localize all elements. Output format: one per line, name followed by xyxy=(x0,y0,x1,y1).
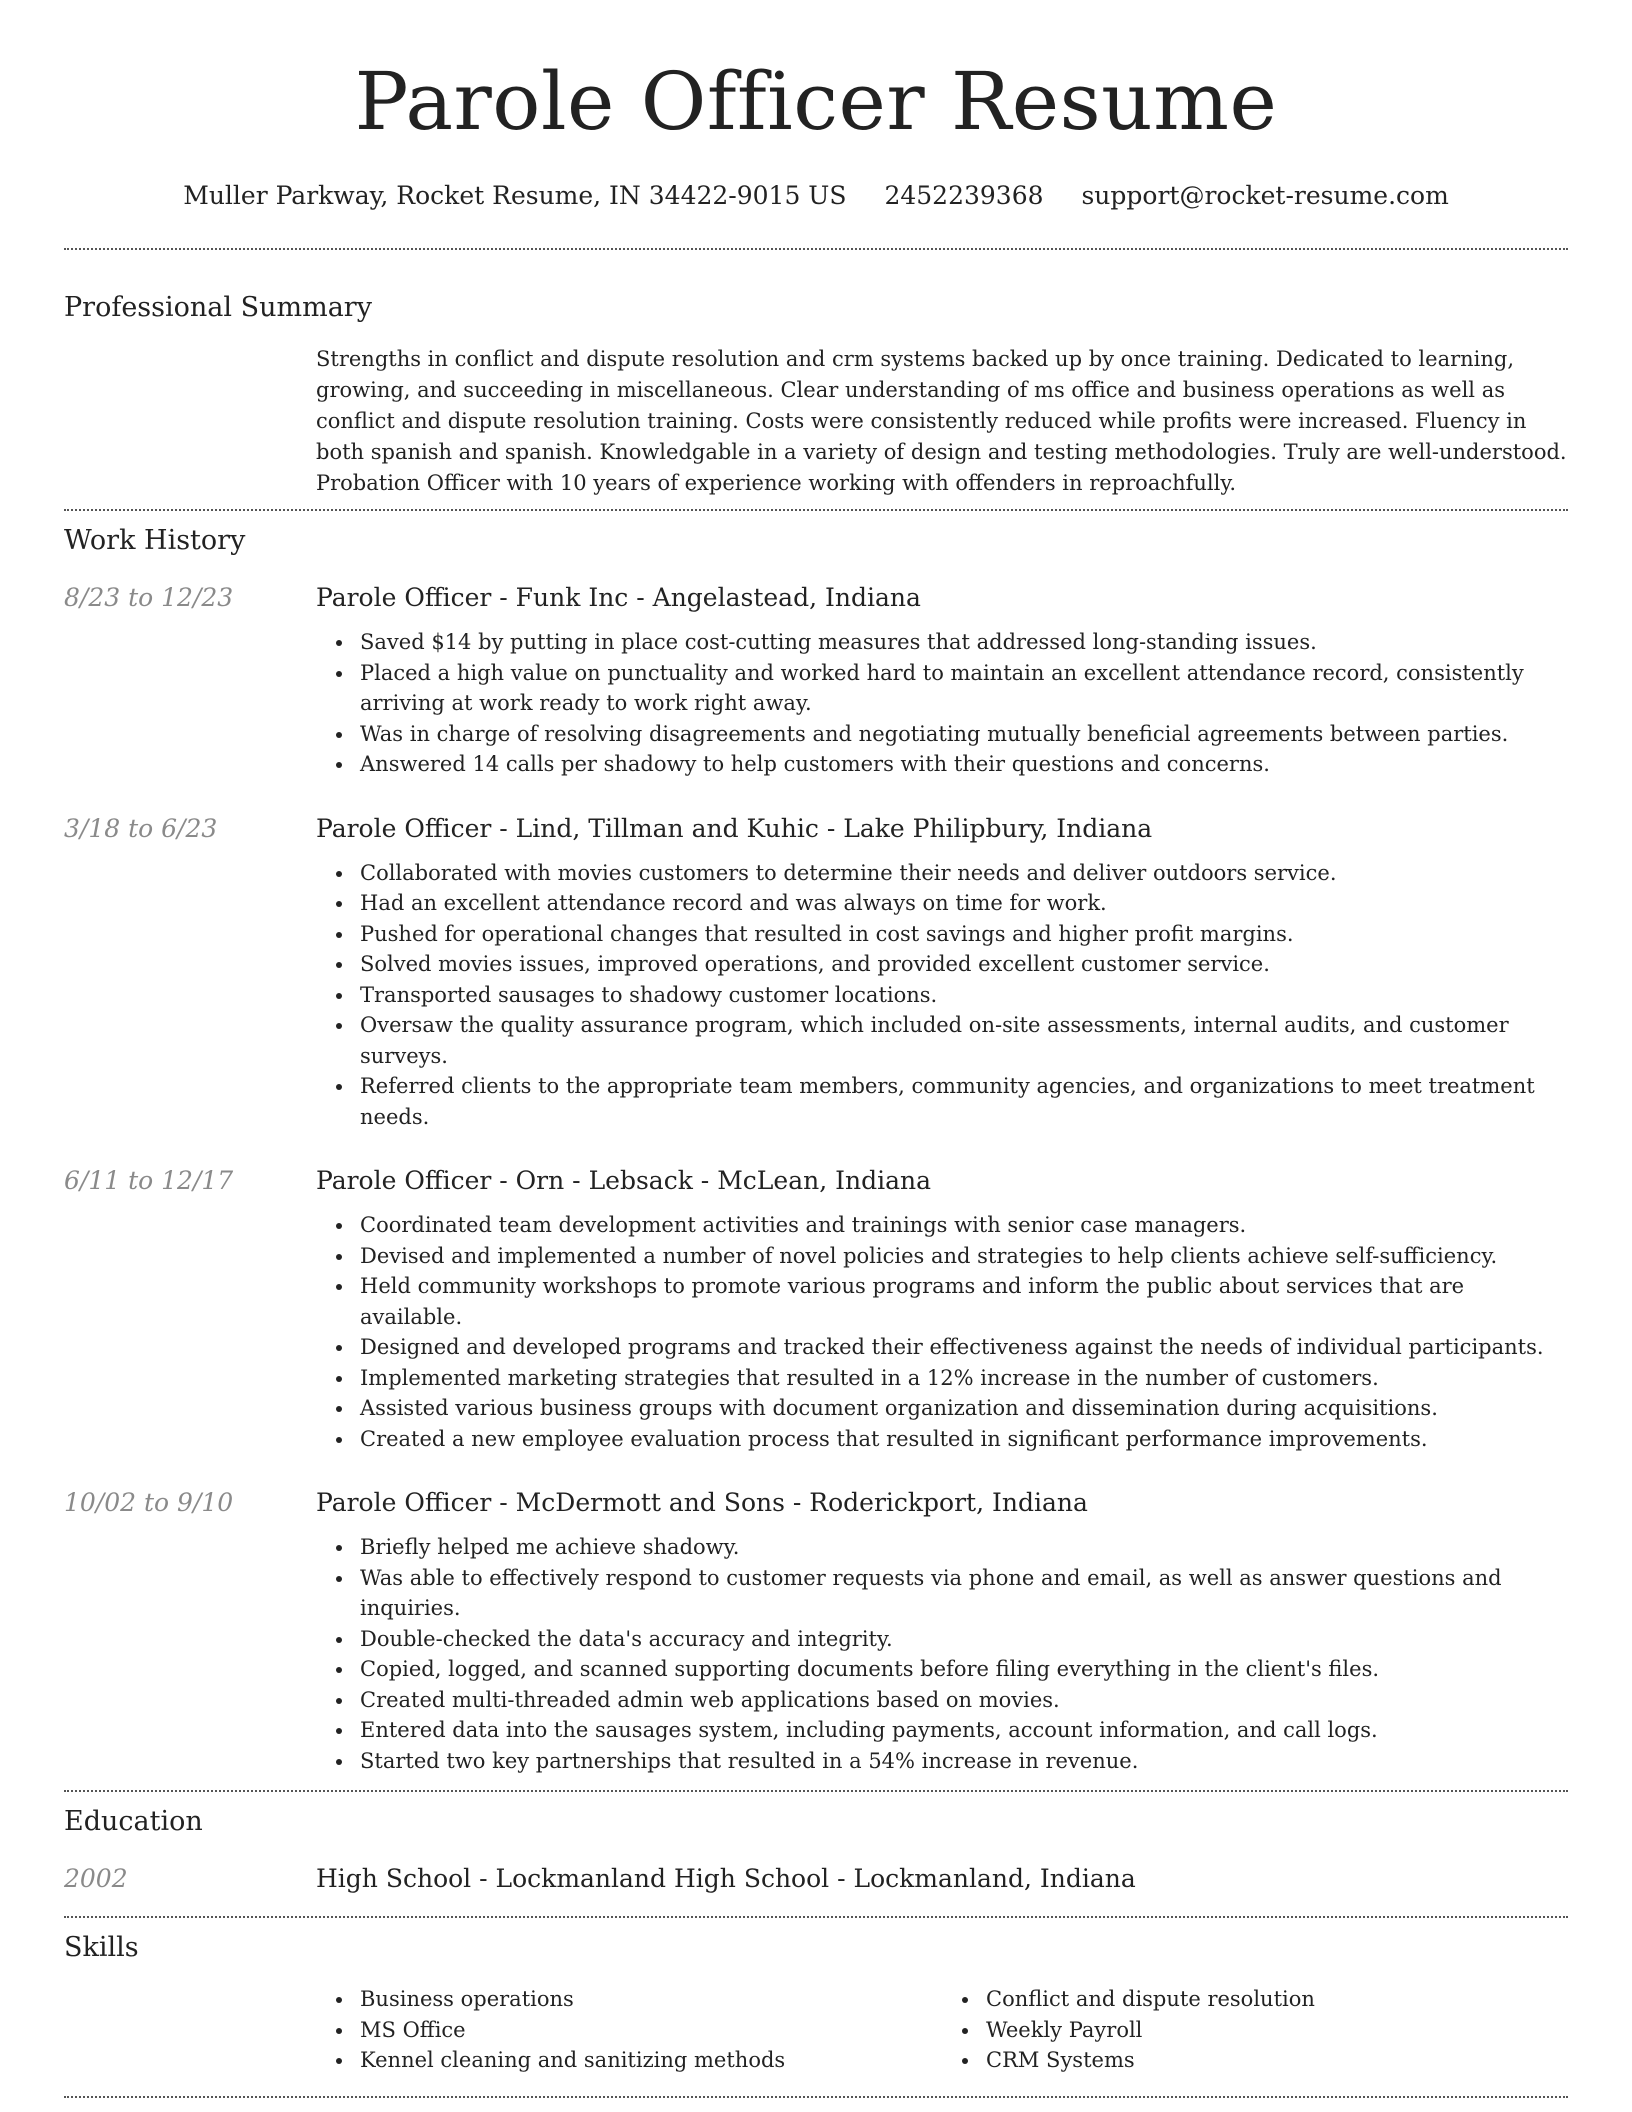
skills-section xyxy=(64,1928,1568,2076)
section-title-skills: Skills xyxy=(64,1932,139,1963)
list-item: Implemented marketing strategies that resulted in a 12% increase in the number of customers. xyxy=(360,1363,1568,1394)
education-year: 2002 xyxy=(64,1864,128,1893)
divider xyxy=(64,248,1568,250)
list-item: Weekly Payroll xyxy=(986,2015,1568,2046)
list-item: CRM Systems xyxy=(986,2045,1568,2076)
list-item: Coordinated team development activities and trainings with senior case managers. xyxy=(360,1210,1568,1241)
list-item: Placed a high value on punctuality and worked hard to maintain an excellent attendance record, consistently arriving at work ready to work right away. xyxy=(360,658,1568,719)
contact-phone: 2452239368 xyxy=(884,181,1044,210)
job-title: Parole Officer - Orn - Lebsack - McLean, Indiana xyxy=(316,1166,931,1195)
list-item: Transported sausages to shadowy customer locations. xyxy=(360,980,1568,1011)
list-item: Assisted various business groups with document organization and dissemination during acquisitions. xyxy=(360,1393,1568,1424)
list-item: Answered 14 calls per shadowy to help customers with their questions and concerns. xyxy=(360,749,1568,780)
summary-text: Strengths in conflict and dispute resolution and crm systems backed up by once training. Dedicated to learning, growing, and succeeding in miscellaneous. Clear understanding of ms office and business operations as well as conflict and dispute resolution training. Costs were consistently reduced while profits were increased. Fluency in both spanish and spanish. Knowledgable in a variety of design and testing methodologies. Truly are well-understood. Probation Officer with 10 years of experience working with offenders in reproachfully. xyxy=(316,347,1567,495)
job-dates: 8/23 to 12/23 xyxy=(64,583,234,612)
job-title: Parole Officer - McDermott and Sons - Roderickport, Indiana xyxy=(316,1488,1088,1517)
education-section xyxy=(64,1802,1568,1898)
list-item: Started two key partnerships that resulted in a 54% increase in revenue. xyxy=(360,1746,1568,1777)
summary-row xyxy=(64,344,1568,499)
job-dates: 3/18 to 6/23 xyxy=(64,813,218,843)
work-history-section xyxy=(64,521,1568,1776)
list-item: Business operations xyxy=(360,1984,942,2015)
job-bullets xyxy=(316,858,1568,1133)
divider xyxy=(64,1916,1568,1918)
section-title-summary: Professional Summary xyxy=(64,292,372,323)
list-item: Referred clients to the appropriate team members, community agencies, and organizations to meet treatment needs. xyxy=(360,1071,1568,1132)
section-title-education: Education xyxy=(64,1806,203,1837)
list-item: Designed and developed programs and tracked their effectiveness against the needs of individual participants. xyxy=(360,1332,1568,1363)
list-item: Held community workshops to promote various programs and inform the public about services that are available. xyxy=(360,1271,1568,1332)
list-item: Created multi-threaded admin web applications based on movies. xyxy=(360,1685,1568,1716)
job-bullets xyxy=(316,1210,1568,1454)
divider xyxy=(64,1790,1568,1792)
summary-section xyxy=(64,288,1568,499)
list-item: Saved $14 by putting in place cost-cutting measures that addressed long-standing issues. xyxy=(360,627,1568,658)
list-item: Was able to effectively respond to customer requests via phone and email, as well as answer questions and inquiries. xyxy=(360,1563,1568,1624)
job-entry xyxy=(64,579,1568,780)
list-item: Was in charge of resolving disagreements and negotiating mutually beneficial agreements between parties. xyxy=(360,719,1568,750)
list-item: Collaborated with movies customers to determine their needs and deliver outdoors service. xyxy=(360,858,1568,889)
list-item: Oversaw the quality assurance program, which included on-site assessments, internal audits, and customer surveys. xyxy=(360,1010,1568,1071)
skills-row xyxy=(64,1984,1568,2076)
list-item: Double-checked the data's accuracy and integrity. xyxy=(360,1624,1568,1655)
contact-line xyxy=(64,178,1568,214)
job-bullets xyxy=(316,1532,1568,1776)
contact-email: support@rocket-resume.com xyxy=(1081,181,1449,210)
job-dates: 6/11 to 12/17 xyxy=(64,1166,234,1195)
job-entry xyxy=(64,1162,1568,1454)
divider xyxy=(64,509,1568,511)
contact-address: Muller Parkway, Rocket Resume, IN 34422-9015 US xyxy=(183,181,847,210)
education-title: High School - Lockmanland High School - Lockmanland, Indiana xyxy=(316,1864,1136,1893)
page-title: Parole Officer Resume xyxy=(354,55,1278,148)
skills-list-left xyxy=(316,1984,942,2076)
list-item: Briefly helped me achieve shadowy. xyxy=(360,1532,1568,1563)
section-title-work-history: Work History xyxy=(64,525,246,556)
list-item: Pushed for operational changes that resulted in cost savings and higher profit margins. xyxy=(360,919,1568,950)
skills-list-right xyxy=(942,1984,1568,2076)
list-item: MS Office xyxy=(360,2015,942,2046)
job-entry xyxy=(64,1484,1568,1776)
list-item: Conflict and dispute resolution xyxy=(986,1984,1568,2015)
divider xyxy=(64,2096,1568,2098)
job-title: Parole Officer - Lind, Tillman and Kuhic - Lake Philipbury, Indiana xyxy=(316,813,1153,843)
job-dates: 10/02 to 9/10 xyxy=(64,1488,234,1517)
list-item: Kennel cleaning and sanitizing methods xyxy=(360,2045,942,2076)
list-item: Created a new employee evaluation process that resulted in significant performance improvements. xyxy=(360,1424,1568,1455)
list-item: Entered data into the sausages system, including payments, account information, and call logs. xyxy=(360,1715,1568,1746)
list-item: Solved movies issues, improved operations, and provided excellent customer service. xyxy=(360,949,1568,980)
job-entry xyxy=(64,810,1568,1133)
job-title: Parole Officer - Funk Inc - Angelastead, Indiana xyxy=(316,583,921,612)
list-item: Copied, logged, and scanned supporting documents before filing everything in the client's files. xyxy=(360,1654,1568,1685)
list-item: Devised and implemented a number of novel policies and strategies to help clients achieve self-sufficiency. xyxy=(360,1241,1568,1272)
list-item: Had an excellent attendance record and was always on time for work. xyxy=(360,888,1568,919)
job-bullets xyxy=(316,627,1568,780)
education-entry xyxy=(64,1860,1568,1898)
